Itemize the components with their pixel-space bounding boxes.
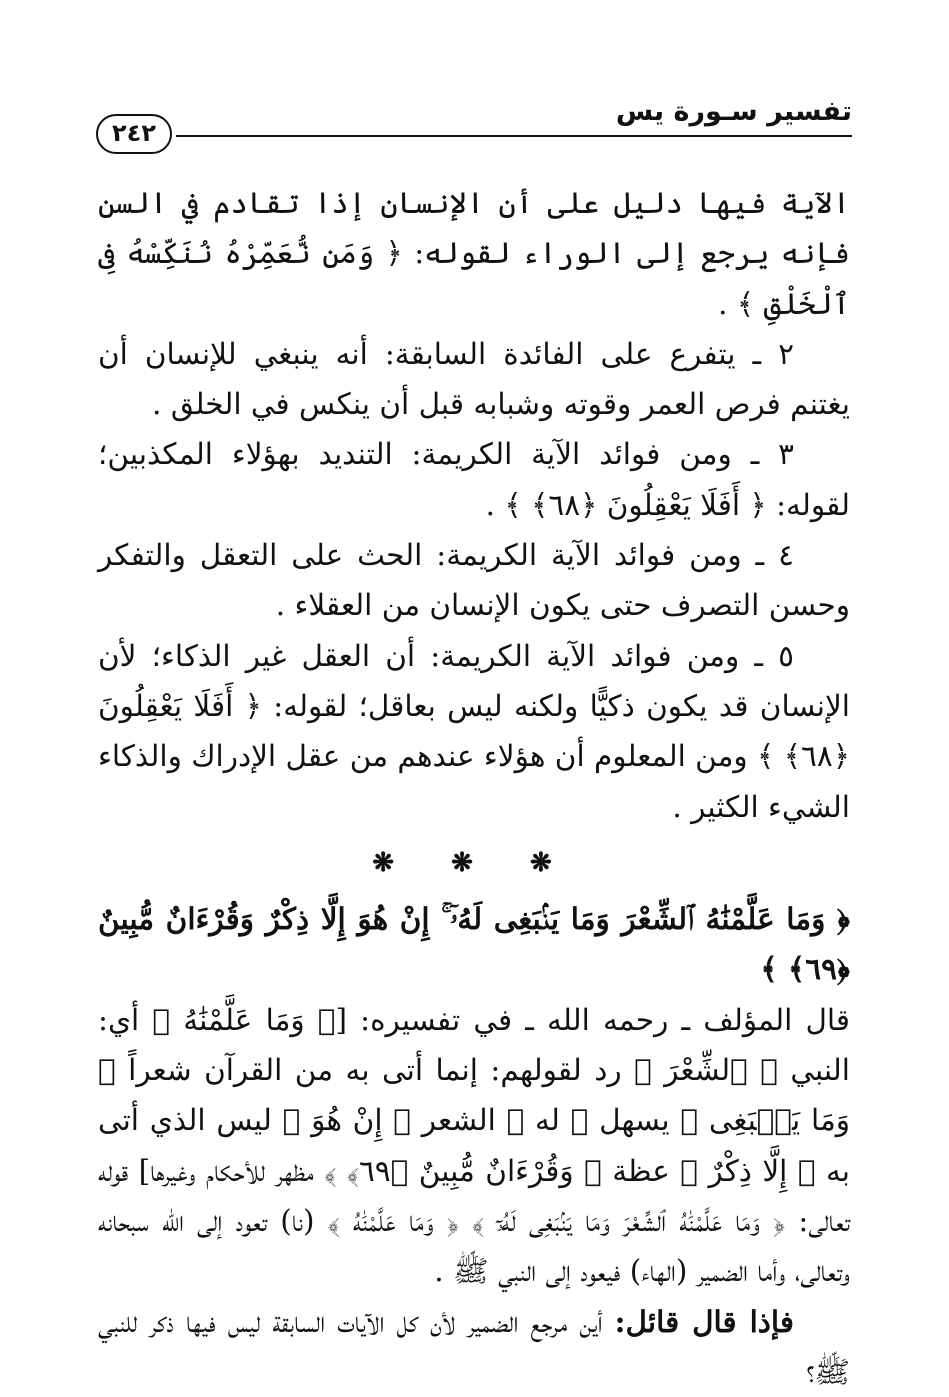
header-rule: [176, 135, 852, 137]
section-separator: ❋ ❋ ❋: [372, 847, 576, 878]
paragraph-2: ٢ ـ يتفرع على الفائدة السابقة: أنه ينبغي للإنسان أن يغتنم فرص العمر وقوته وشبابه قبل أن ينكس في الخلق .: [98, 336, 850, 422]
page-number-badge: ٢٤٢: [96, 114, 172, 154]
tafsir-paragraph: قال المؤلف ـ رحمه الله ـ في تفسيره: [﴿ وَمَا عَلَّمْنَٰهُ ﴾ أي: النبي ﴿ ٱلشِّعْرَ ﴾ رد لقولهم: إنما أتى به من القرآن شعراً ﴿ وَمَا يَنۢبَغِى ﴾ يسهل ﴿ له ﴾ الشعر ﴿ إِنْ هُوَ ﴾ ليس الذي أتى به ﴿ إِلَّا ذِكْرٌ ﴾ عظة ﴿ وَقُرْءَانٌ مُّبِينٌ ﴿٦٩﴾ ﴾ مظهر للأحكام وغيرها] قوله تعالى: ﴿ وَمَا عَلَّمْنَٰهُ ٱلشِّعْرَ وَمَا يَنۢبَغِى لَهُۥٓ ﴾ ﴿ وَمَا عَلَّمْنَٰهُ ﴾ (نا) تعود إلى الله سبحانه وتعالى، وأما الضمير (الهاء) فيعود إلى النبي ﷺ .: [98, 1002, 850, 1289]
paragraph-4: ٤ ـ ومن فوائد الآية الكريمة: الحث على التعقل والتفكر وحسن التصرف حتى يكون الإنسان من العقلاء .: [98, 538, 850, 623]
question-lead: فإذا قال قائل:: [614, 1303, 794, 1339]
page-header: [96, 92, 852, 147]
paragraph-1: الآية فيها دليل على أن الإنسان إذا تقادم في السن فإنه يرجع إلى الوراء لقوله: ﴿ وَمَن نُّعَمِّرْهُ نُنَكِّسْهُ فِى ٱلْخَلْقِ ﴾ .: [98, 186, 850, 321]
page-body: [98, 178, 850, 1397]
question-paragraph: [98, 1297, 850, 1397]
quran-verse: ﴿ وَمَا عَلَّمْنَٰهُ ٱلشِّعْرَ وَمَا يَنۢبَغِى لَهُۥٓ ۚ إِنْ هُوَ إِلَّا ذِكْرٌ وَقُرْءَانٌ مُّبِينٌ ﴿٦٩﴾ ﴾: [98, 901, 850, 987]
question-text: أين مرجع الضمير لأن كل الآيات السابقة ليس فيها ذكر للنبي ﷺ؟: [98, 1304, 850, 1389]
paragraph-3: ٣ ـ ومن فوائد الآية الكريمة: التنديد بهؤلاء المكذبين؛ لقوله: ﴿ أَفَلَا يَعْقِلُونَ ﴿٦٨﴾ ﴾ .: [98, 437, 850, 522]
running-title: تفسير سـورة يس: [615, 96, 852, 127]
paragraph-5: ٥ ـ ومن فوائد الآية الكريمة: أن العقل غير الذكاء؛ لأن الإنسان قد يكون ذكيًّا ولكنه ليس بعاقل؛ لقوله: ﴿ أَفَلَا يَعْقِلُونَ ﴿٦٨﴾ ﴾ ومن المعلوم أن هؤلاء عندهم من عقل الإدراك والذكاء الشيء الكثير .: [98, 638, 850, 824]
